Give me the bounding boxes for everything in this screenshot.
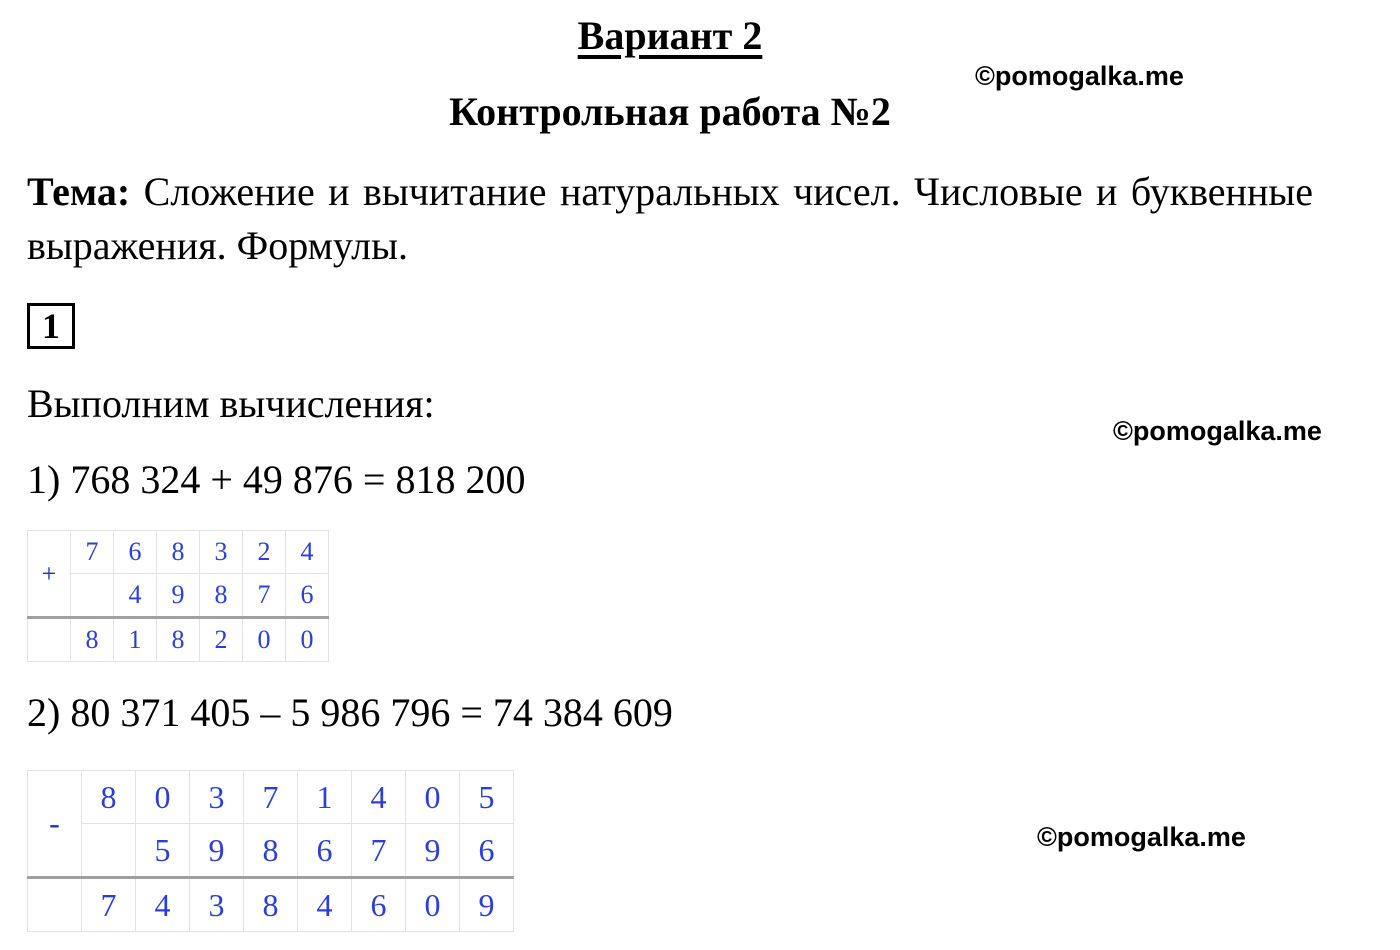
digit-cell: 9 xyxy=(157,574,200,618)
variant-title: Вариант 2 xyxy=(577,13,763,58)
topic-label: Тема: xyxy=(27,169,131,214)
result-digit-cell: 0 xyxy=(286,618,329,662)
subtraction-column-grid xyxy=(27,770,514,932)
result-digit-cell: 0 xyxy=(406,878,460,932)
result-digit-cell: 2 xyxy=(200,618,243,662)
result-digit-cell: 4 xyxy=(298,878,352,932)
grid-row xyxy=(28,574,329,618)
digit-cell: 7 xyxy=(352,824,406,878)
digit-cell: 6 xyxy=(114,531,157,574)
digit-cell: 4 xyxy=(352,771,406,824)
grid-row xyxy=(28,771,514,824)
plus-sign: + xyxy=(28,531,71,618)
result-digit-cell: 1 xyxy=(114,618,157,662)
digit-cell: 4 xyxy=(114,574,157,618)
digit-cell: 6 xyxy=(286,574,329,618)
topic-text: Сложение и вычитание натуральных чисел. Числовые и буквенные выражения. Формулы. xyxy=(27,169,1313,268)
calculation-2: 2) 80 371 405 – 5 986 796 = 74 384 609 xyxy=(27,690,673,735)
grid-row xyxy=(28,824,514,878)
topic-paragraph xyxy=(27,165,1313,273)
digit-cell: 4 xyxy=(286,531,329,574)
digit-cell: 0 xyxy=(136,771,190,824)
digit-cell: 6 xyxy=(298,824,352,878)
result-row xyxy=(28,878,514,932)
addition-column-grid xyxy=(27,530,329,662)
digit-cell: 9 xyxy=(406,824,460,878)
digit-cell: 5 xyxy=(460,771,514,824)
result-digit-cell: 4 xyxy=(136,878,190,932)
task-intro: Выполним вычисления: xyxy=(27,381,435,426)
digit-cell: 0 xyxy=(406,771,460,824)
digit-cell: 7 xyxy=(243,574,286,618)
empty-cell xyxy=(28,878,82,932)
digit-cell: 8 xyxy=(82,771,136,824)
calculation-1: 1) 768 324 + 49 876 = 818 200 xyxy=(27,457,526,502)
result-digit-cell: 7 xyxy=(82,878,136,932)
digit-cell: 6 xyxy=(460,824,514,878)
digit-cell: 1 xyxy=(298,771,352,824)
digit-cell xyxy=(82,824,136,878)
work-title: Контрольная работа №2 xyxy=(449,89,891,134)
result-digit-cell: 8 xyxy=(157,618,200,662)
digit-cell: 2 xyxy=(243,531,286,574)
digit-cell: 9 xyxy=(190,824,244,878)
digit-cell: 7 xyxy=(71,531,114,574)
result-digit-cell: 9 xyxy=(460,878,514,932)
digit-cell: 8 xyxy=(200,574,243,618)
result-digit-cell: 6 xyxy=(352,878,406,932)
task-number-box: 1 xyxy=(27,303,75,349)
grid-row xyxy=(28,531,329,574)
result-digit-cell: 3 xyxy=(190,878,244,932)
digit-cell: 3 xyxy=(190,771,244,824)
digit-cell: 7 xyxy=(244,771,298,824)
watermark: ©pomogalka.me xyxy=(975,61,1184,91)
digit-cell: 8 xyxy=(244,824,298,878)
watermark: ©pomogalka.me xyxy=(1037,822,1246,852)
empty-cell xyxy=(28,618,71,662)
result-row xyxy=(28,618,329,662)
digit-cell: 3 xyxy=(200,531,243,574)
result-digit-cell: 8 xyxy=(244,878,298,932)
minus-sign: - xyxy=(28,771,82,878)
watermark: ©pomogalka.me xyxy=(1113,416,1322,446)
digit-cell: 8 xyxy=(157,531,200,574)
digit-cell: 5 xyxy=(136,824,190,878)
result-digit-cell: 8 xyxy=(71,618,114,662)
result-digit-cell: 0 xyxy=(243,618,286,662)
digit-cell xyxy=(71,574,114,618)
